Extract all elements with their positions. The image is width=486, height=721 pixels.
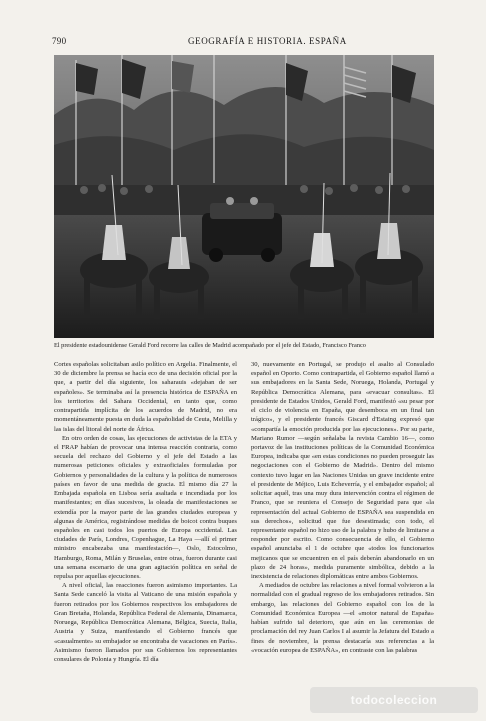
page-number: 790 [52,36,67,46]
paragraph: 30, nuevamente en Portugal, se produjo el asalto al Consulado español en Oporto. Como contrapartida, el Gobierno español llamó a sus embajadores en la Santa Sede, Noruega, Holanda, Portugal y República Democrática Alemana, para «evacuar consultas». El presidente de Estados Unidos, Gerald Ford, manifestó «su pesar por el ciclo de violencia en España, que desemboca en un final tan trágico», y el presidente francés Giscard d'Estaing expresó que «compartía la emoción producida por las ejecuciones». Por su parte, Mariano Rumor —según señalaba la revista Cambio 16—, como portavoz de las instituciones políticas de la Comunidad Económica Europea, indicaba que «en estas condiciones no pueden proseguir las negociaciones con el Gobierno de Madrid». Dentro del mismo contexto tuvo lugar en las Naciones Unidas un grave incidente entre el presidente de Méjico, Luis Echeverría, y el embajador español; al solicitar aquél, tras una muy dura intervención contra el régimen de Franco, que se reuniera el Consejo de Seguridad para que «la representación del actual Gobierno de ESPAÑA sea suspendida en sus derechos», solicitud que fue desestimada; con todo, el representante español no hizo uso de la palabra y hubo de limitarse a responder por escrito. Como consecuencia de ello, el Gobierno español anunciaba el 1 de octubre que «todos los funcionarios mejicanos que se encuentren en el país deberán abandonarlo en un plazo de 24 horas», medida puramente simbólica, debido a la inexistencia de relaciones diplomáticas entre ambos Gobiernos. [251,361,434,581]
photograph [54,55,434,338]
watermark-text: todocoleccion [350,693,438,707]
photo-caption: El presidente estadounidense Gerald Ford recorre las calles de Madrid acompañado por el jefe del Estado, Francisco Franco [54,342,366,349]
running-title: GEOGRAFÍA E HISTORIA. ESPAÑA [188,36,347,46]
paragraph: A nivel oficial, las reacciones fueron asimismo importantes. La Santa Sede canceló la visita al Vaticano de una misión española y fueron retirados por los Gobiernos respectivos los embajadores de Gran Bretaña, Holanda, República Federal de Alemania, Dinamarca, Noruega, República Democrática Alemana, Bélgica, Suecia, Italia, Austria y Suiza, manifestando el Gobierno francés que «casualmente» su embajador se encontraba de vacaciones en París». Asimismo fueron llamados por sus Gobiernos los representantes consulares de Polonia y Hungría. El día [54,582,237,663]
paragraph: En otro orden de cosas, las ejecuciones de activistas de la ETA y el FRAP habían de provocar una intensa reacción contraria, como secuela del rechazo del Gobierno y el jefe del Estado a las numerosas peticiones oficiales y extraoficiales formuladas por Gobiernos y personalidades de la cultura y la política de numerosos países en favor de una medida de gracia. El mismo día 27 la Embajada española en Lisboa sería asaltada e incendiada por los manifestantes; en días sucesivos, la oleada de manifestaciones se extendía por la mayor parte de las grandes ciudades europeas y algunas de América, registrándose medidas de boicot contra buques españoles en casi todos los puertos de Europa occidental. Las ciudades de París, Londres, Copenhague, La Haya —allí el primer ministro encabezaba una manifestación—, Oslo, Estocolmo, Hamburgo, Roma, Milán y Bruselas, entre otras, fueron durante casi una semana escenario de una gran agitación política en señal de repulsa por aquellas ejecuciones. [54,434,237,581]
paragraph: Cortes españolas solicitaban asilo político en Argelia. Finalmente, el 30 de diciembre la prensa se hacía eco de una decisión oficial por la que, a partir del día siguiente, los saharauis «dejaban de ser españoles». Se terminaba así la presencia histórica de ESPAÑA en los territorios del Sahara Occidental, en tanto que, como contrapartida implícita de los acuerdos de Madrid, no era momentáneamente puesta en duda la españolidad de Ceuta, Melilla y las islas del litoral del norte de África. [54,361,237,433]
paragraph: A mediados de octubre las relaciones a nivel formal volvieron a la normalidad con el gradual regreso de los embajadores retirados. Sin embargo, las relaciones del Gobierno español con los de la Comunidad Económica Europea —el «motor natural de España» habían sufrido tal deterioro, que aún en las ceremonias de proclamación del rey Juan Carlos I al asumir la Jefatura del Estado a fines de noviembre, la prensa destacaría sus referencias a la «vocación europea de ESPAÑA», en contraste con las palabras [251,582,434,654]
left-column [54,360,237,690]
right-column [251,360,434,690]
watermark [310,687,478,713]
motorcade-photo [54,55,434,338]
